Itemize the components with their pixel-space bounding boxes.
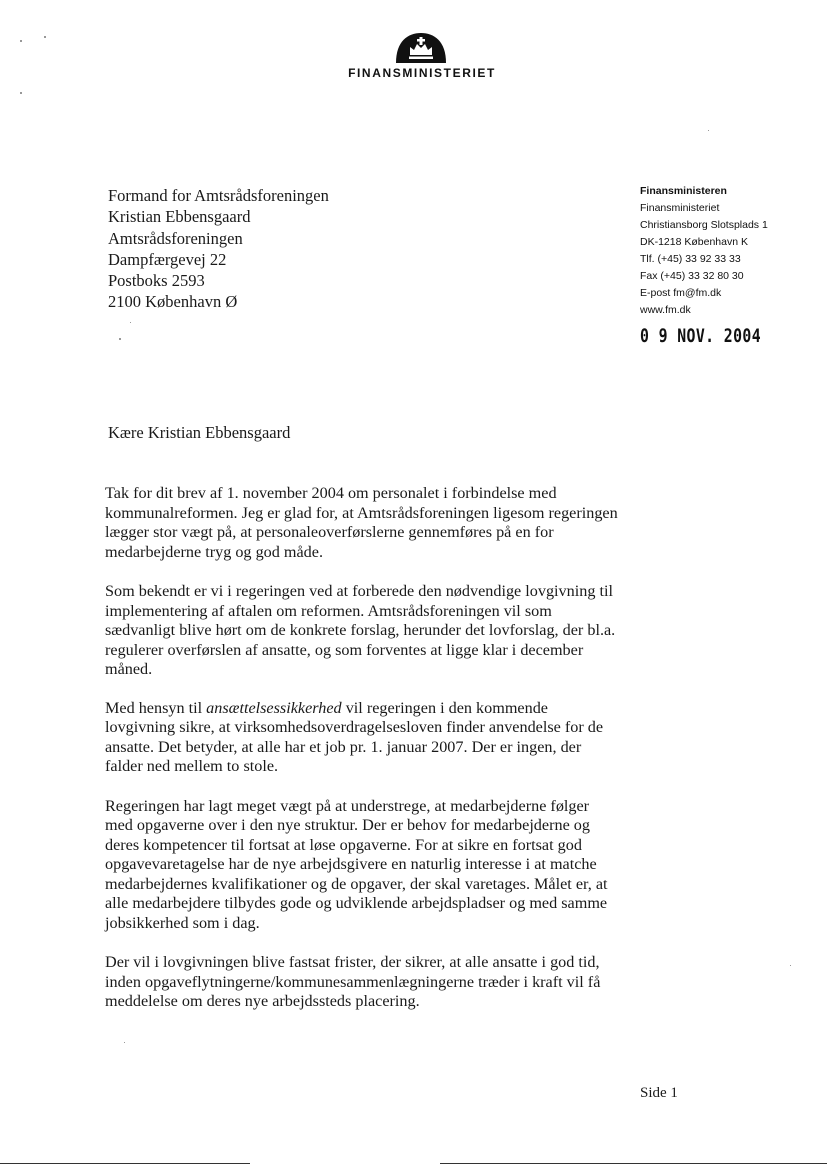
body-paragraph: Tak for dit brev af 1. november 2004 om personalet i forbindelse med kommunalreformen. Jeg er glad for, at Amtsrådsforeningen ligesom regeringen lægger stor vægt på, at personaleoverførslerne gennemføres på en for medarbejderne tryg og god måde. [105, 484, 618, 561]
scan-edge-line [0, 1163, 250, 1164]
sender-postal: DK-1218 København K [640, 236, 748, 248]
ministry-name: FINANSMINISTERIET [348, 66, 496, 80]
body-paragraph: Som bekendt er vi i regeringen ved at forberede den nødvendige lovgivning til implementering af aftalen om reformen. Amtsrådsforeningen vil som sædvanligt blive hørt om de konkrete forslag, herunder det lovforslag, der bl.a. regulerer overførslen af ansatte, og som forventes at ligge klar i december måned. [105, 582, 616, 678]
scan-speck [119, 338, 121, 340]
sender-email: E-post fm@fm.dk [640, 287, 722, 299]
sender-web: www.fm.dk [640, 304, 691, 316]
recipient-line: Kristian Ebbensgaard [108, 207, 251, 227]
sender-fax: Fax (+45) 33 32 80 30 [640, 270, 744, 282]
recipient-line: Dampfærgevej 22 [108, 249, 227, 269]
body-paragraph: Regeringen har lagt meget vægt på at understrege, at medarbejderne følger med opgaverne over i den nye struktur. Der er behov for medarbejderne og deres kompetencer til fortsat at løse opgaverne. For at sikre en fortsat god opgavevaretagelse har de nye arbejdsgivere en naturlig interesse i at matche medarbejdernes kvalifikationer og de opgaver, der skal varetages. Målet er, at alle medarbejdere tilbydes gode og udviklende arbejdspladser og med samme jobsikkerhed som i dag. [105, 796, 608, 932]
recipient-line: Amtsrådsforeningen [108, 228, 243, 248]
letter-body [105, 484, 620, 1032]
scan-speck [708, 130, 709, 131]
recipient-line: 2100 København Ø [108, 292, 238, 312]
recipient-line: Postboks 2593 [108, 271, 205, 291]
scan-speck [130, 322, 131, 323]
page-number: Side 1 [640, 1085, 678, 1101]
sender-organisation: Finansministeriet [640, 202, 720, 214]
scan-speck [124, 1042, 125, 1043]
date-stamp: 0 9 NOV. 2004 [640, 325, 762, 347]
body-paragraph [105, 699, 620, 777]
body-text: Med hensyn til [105, 698, 207, 717]
scan-speck [44, 36, 46, 38]
crown-emblem-icon [396, 33, 446, 63]
recipient-address [108, 185, 329, 313]
sender-info [640, 183, 768, 319]
recipient-line: Formand for Amtsrådsforeningen [108, 186, 329, 205]
sender-phone: Tlf. (+45) 33 92 33 33 [640, 253, 741, 265]
scan-speck [20, 92, 22, 94]
scan-speck [790, 965, 791, 966]
scan-edge-line [440, 1163, 827, 1164]
sender-address: Christiansborg Slotsplads 1 [640, 219, 768, 231]
salutation: Kære Kristian Ebbensgaard [108, 423, 291, 442]
body-paragraph: Der vil i lovgivningen blive fastsat frister, der sikrer, at alle ansatte i god tid, inden opgaveflytningerne/kommunesammenlægningerne træder i kraft vil få meddelelse om deres nye arbejdssteds placering. [105, 953, 601, 1010]
scan-speck [20, 40, 22, 42]
body-text: vil regeringen i den kommende lovgivning sikre, at virksomhedsoverdragelsesloven finder anvendelse for de ansatte. Det betyder, at alle har et job pr. 1. januar 2007. Der er ingen, der falder ned mellem to stole. [105, 698, 604, 775]
emphasis-text: ansættelsessikkerhed [206, 698, 342, 717]
sender-title: Finansministeren [640, 185, 727, 197]
